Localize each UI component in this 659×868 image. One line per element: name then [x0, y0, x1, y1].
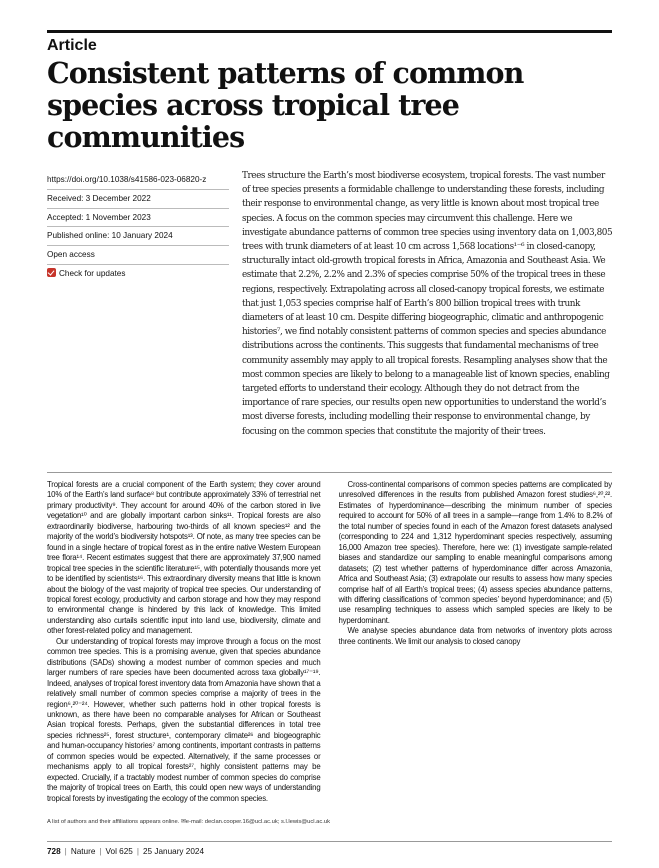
abstract: Trees structure the Earth’s most biodiverse ecosystem, tropical forests. The vast number of tree species presents a formidable challenge to understanding these forests, including their response to environmental change, as very little is known about most tropical tree species. A focus on the common species may circumvent this challenge. Here we investigate abundance patterns of common tree species using inventory data on 1,003,805 trees with trunk diameters of at least 10 cm across 1,568 locations¹⁻⁶ in closed-canopy, structurally intact old-growth tropical forests in Africa, Amazonia and Southeast Asia. We estimate that 2.2%, 2.2% and 2.3% of species comprise 50% of the tropical trees in these regions, respectively. Extrapolating across all closed-canopy tropical forests, we estimate that just 1,053 species comprise half of Earth’s 800 billion tropical trees with trunk diameters of at least 10 cm. Despite differing biogeographic, climatic and anthropogenic histories⁷, we find notably consistent patterns of common species and species abundance distributions across the continents. This suggests that fundamental mechanisms of tree community assembly may apply to all tropical forests. Resampling analyses show that the most common species are likely to belong to a manageable list of known species, enabling targeted efforts to understand their ecology. Although they do not detract from the importance of rare species, our results open new opportunities to understand the world’s most diverse forests, including modelling their response to environmental change, by focusing on the common species that constitute the majority of their trees. [242, 171, 613, 437]
volume: Vol 625 [105, 847, 133, 856]
accepted-date: Accepted: 1 November 2023 [47, 209, 229, 228]
journal-name: Nature [70, 847, 96, 856]
check-for-updates-link[interactable] [47, 265, 229, 283]
article-type-label: Article [47, 30, 612, 55]
article-title: Consistent patterns of common species across tropical tree communities [47, 56, 524, 154]
body-paragraph-3: Cross-continental comparisons of common species patterns are complicated by unresolved differences in the results from published Amazon forest studies⁶,²⁰,²². Estimates of hyperdominance—describing the minimum number of species required to account for 50% of all trees in a sample—range from 1.4% to 8.2% of the total number of species found in each of the Amazon forest datasets analysed (corresponding to 224 and 1,312 hyperdominant species respectively, assuming 16,000 Amazon tree species). Therefore, here we: (1) investigate sample-related biases and standardize our sampling to enable meaningful comparisons among datasets; (2) test whether patterns of hyperdominance differ across Amazonia, Africa and Southeast Asia; (3) extrapolate our results to assess how many species comprise half of all Earth’s tropical trees; (4) assess species abundance patterns, with differing classifications of ‘common species’ beyond hyperdominance; and (5) use resampling techniques to assess which sampled species are likely to be hyperdominant. [338, 480, 612, 625]
body-paragraph-1: Tropical forests are a crucial component of the Earth system; they cover around 10% of the Earth’s land surface⁸ but contribute approximately 33% of terrestrial net primary productivity⁹. They account for around 40% of the carbon stored in live vegetation¹⁰ and are globally important carbon sinks¹¹. Tropical forests are also extraordinarily biodiverse, harbouring two-thirds of all known species¹² and the majority of the world’s biodiversity hotspots¹³. Of note, as many tree species can be found in a single hectare of tropical forest as in the entire native Western European tree flora¹⁴. Recent estimates suggest that there are approximately 37,900 named tropical tree species in the scientific literature¹⁵, with potentially thousands more yet to be identified by scientists¹⁶. This extraordinary diversity means that little is known about the biology of the vast majority of tropical tree species. Our understanding of tropical forest ecology, productivity and carbon storage and how they may respond to environmental change is hindered by this lack of knowledge. This limited understanding also curtails scientific input into land use, biodiversity, climate and other forest-related policy and management. [47, 480, 321, 636]
body-paragraph-4: We analyse species abundance data from networks of inventory plots across three continents. We limit our analysis to closed canopy [338, 626, 612, 646]
section-divider [47, 472, 612, 473]
body-text [47, 480, 612, 814]
footer-separator: | [136, 847, 139, 856]
received-date: Received: 3 December 2022 [47, 190, 229, 209]
page-footer [47, 841, 612, 860]
footer-separator: | [99, 847, 102, 856]
author-footnote: A list of authors and their affiliations appears online. ✉e-mail: declan.cooper.16@ucl.ac.uk; s.l.lewis@ucl.ac.uk [47, 819, 330, 825]
doi-row [47, 171, 229, 190]
check-for-updates-label: Check for updates [59, 268, 126, 278]
article-metadata [47, 171, 229, 283]
footer-separator: | [64, 847, 67, 856]
issue-date: 25 January 2024 [143, 847, 204, 856]
published-date: Published online: 10 January 2024 [47, 227, 229, 246]
page-number: 728 [47, 847, 61, 856]
doi-link[interactable]: https://doi.org/10.1038/s41586-023-06820-z [47, 175, 207, 184]
check-for-updates-icon [47, 268, 56, 277]
open-access-label: Open access [47, 246, 229, 265]
body-paragraph-2: Our understanding of tropical forests may improve through a focus on the most common tree species. This is a promising avenue, given that species abundance distributions (SADs) showing a modest number of common species and much larger numbers of rare species have been documented across taxa globally¹⁷⁻¹⁹. Indeed, analyses of tropical forest inventory data from Amazonia have shown that a relatively small number of common species comprise a majority of trees in the region⁶,²⁰⁻²⁴. However, whether such patterns hold in other tropical forests is unknown, as there have been no comparable analyses for African or Southeast Asian tropical forests. Perhaps, given the substantial differences in total tree species richness²⁵, forest structure¹, contemporary climate²⁶ and biogeographic and human-occupancy histories⁷ among continents, important contrasts in patterns of common species would be expected. Alternatively, if the same processes or mechanisms apply to all tropical forests²⁷, highly consistent patterns may be expected. Crucially, if a tractably modest number of common species do comprise the majority of tropical trees on Earth, this could open new ways of understanding tropical forests by investigating the ecology of the common species. [47, 636, 321, 803]
